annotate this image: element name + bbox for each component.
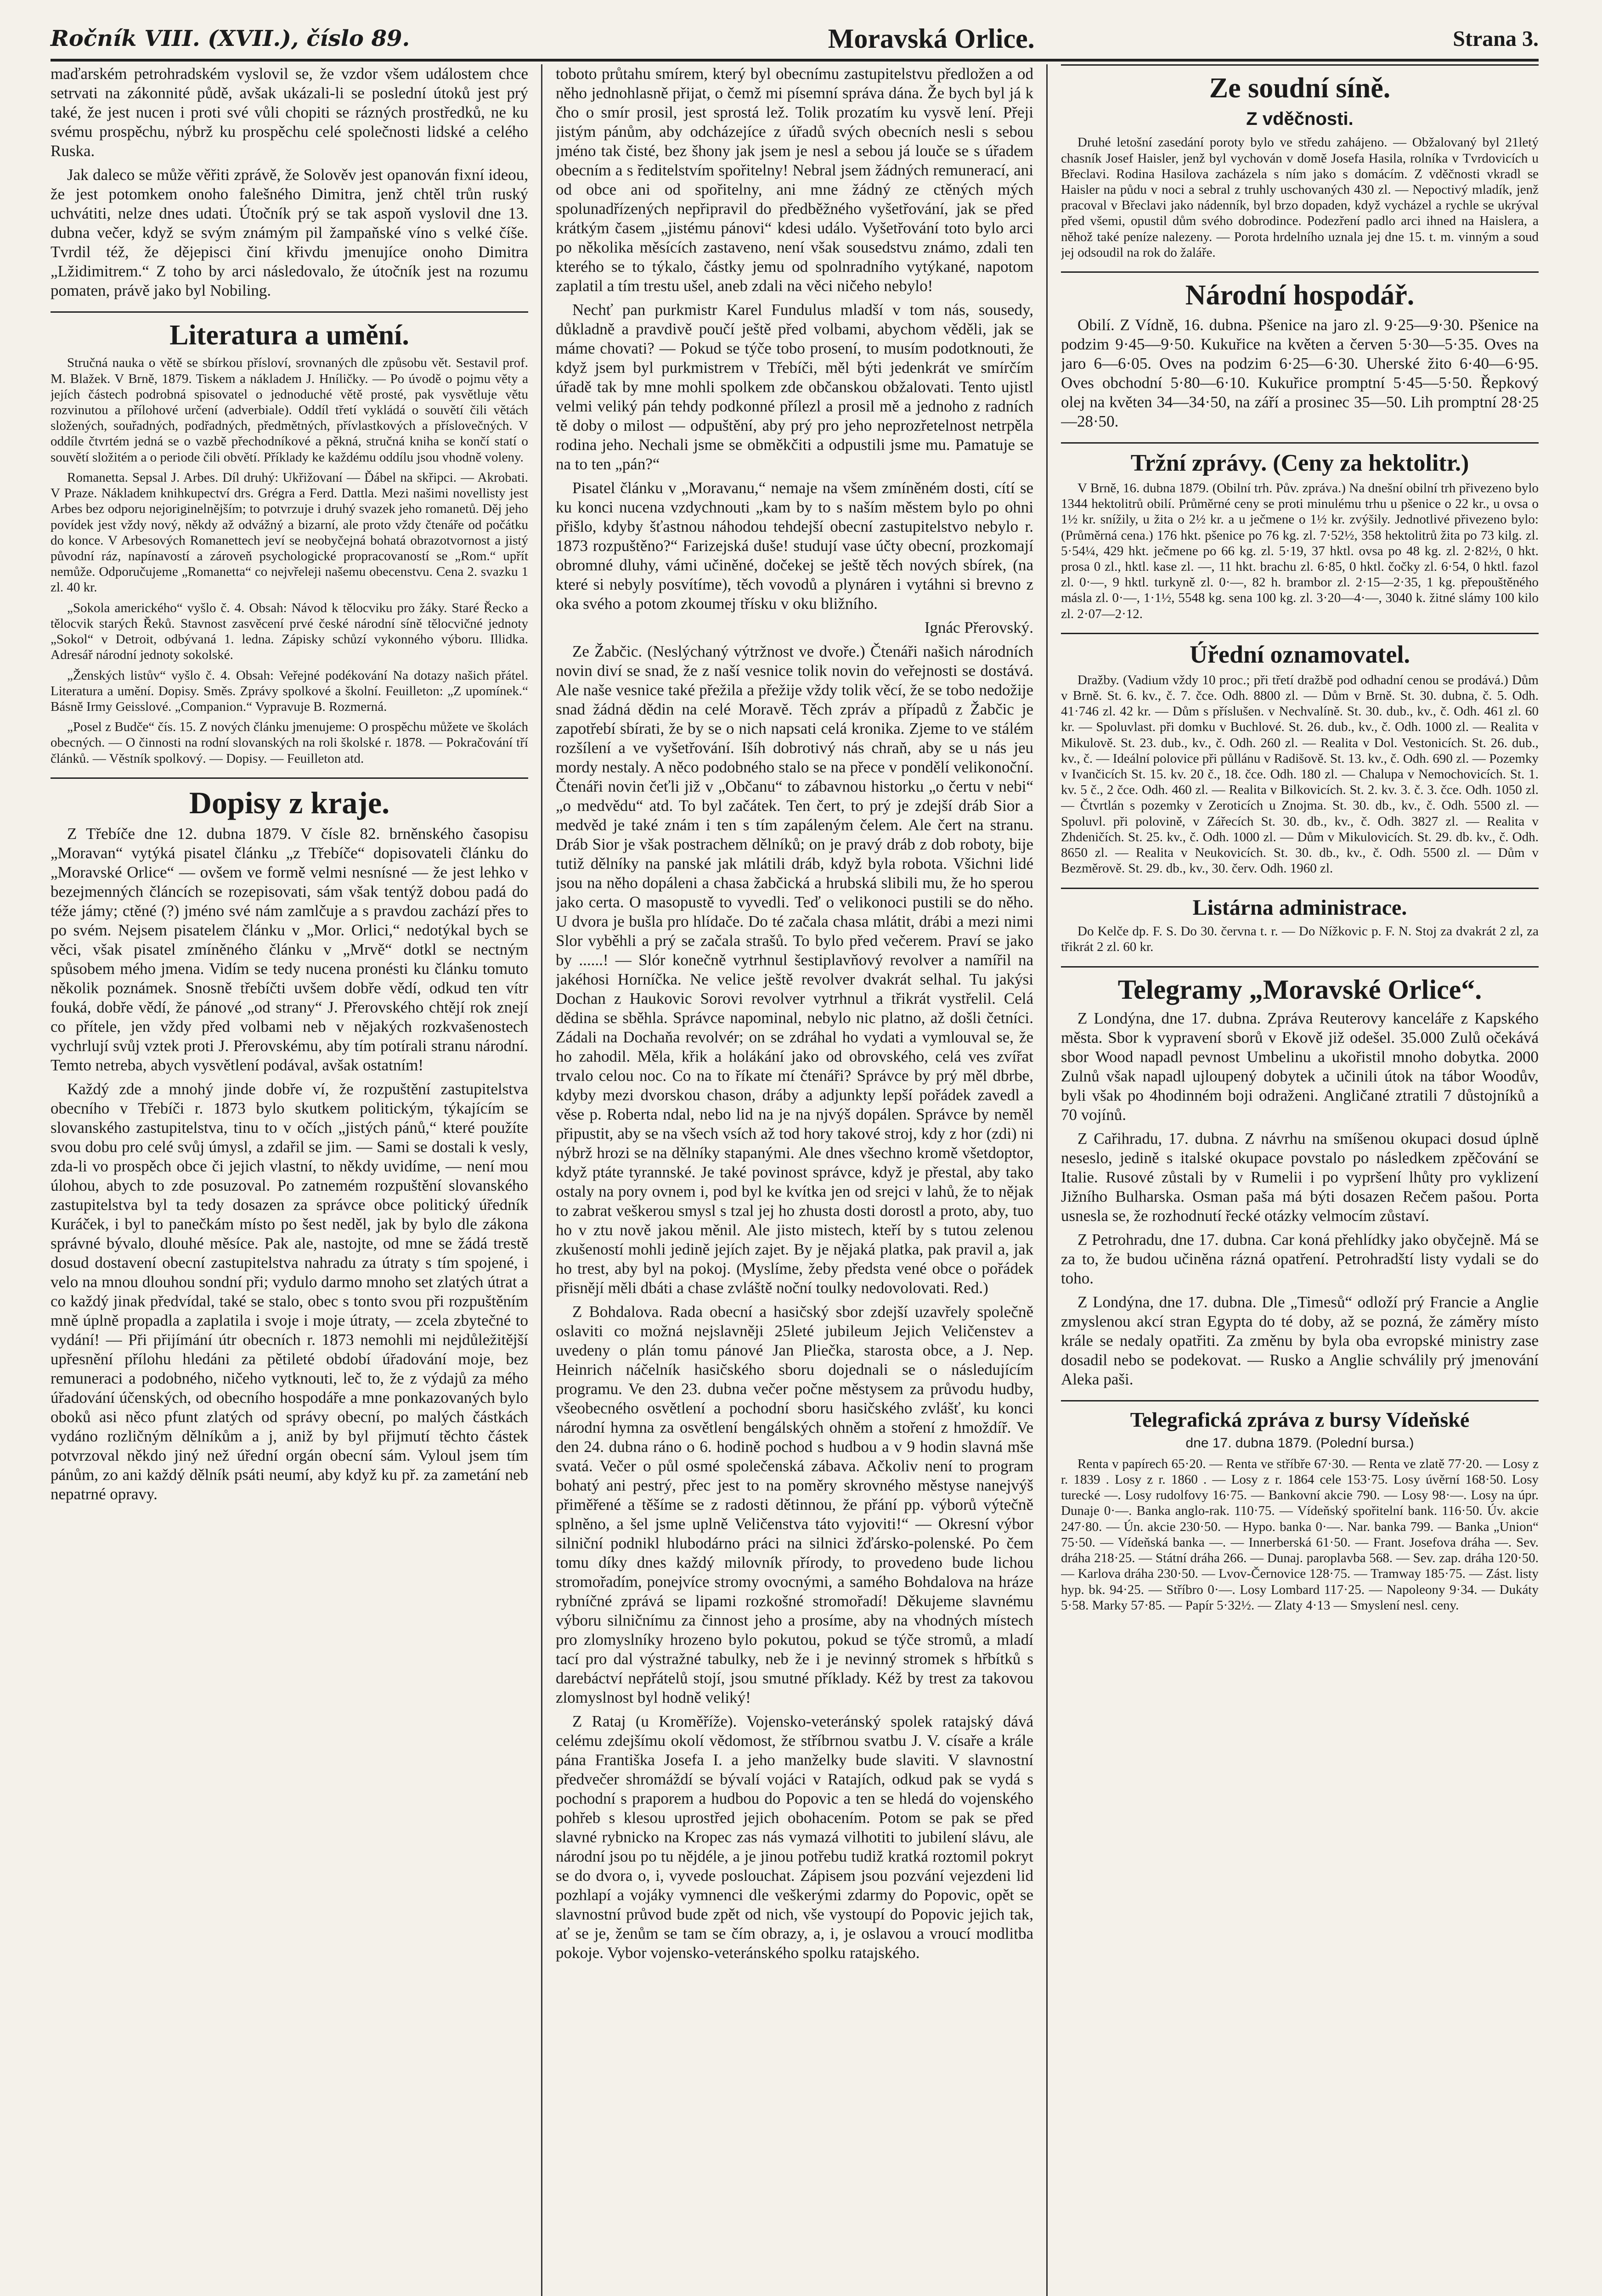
section-heading-letters: Dopisy z kraje.: [51, 777, 528, 822]
literature-item: Romanetta. Sepsal J. Arbes. Díl druhý: Ukřižovaní — Ďábel na skřipci. — Akrobati. V Praze. Nákladem knihkupectví drs. Grégra a Ferd. Dattla. Mezi našimi novellisty jest Arbes bez odporu nejoriginelnějším; to potvrzuje i druhý svazek jeho romanetů. Děj jeho povídek jest vždy nový, někdy až odvážný a bizarní, ale proto vždy čtenáře od počátku do konce. V Arbesových Romanettech jeví se neobyčejná bohatá obrazotvornost a jistý původní ráz, napínavostí a zároveň psychologické propracovaností se „Rom.“ upřít nemůže. Odporučujeme „Romanetta“ co nejvřeleji našemu obecenstvu. Cena 2. svazku 1 zl. 40 kr.: [51, 470, 528, 595]
subheading: dne 17. dubna 1879. (Polední bursa.): [1185, 1435, 1414, 1451]
letter-paragraph: toboto průtahu smírem, který byl obecnímu zastupitelstvu předložen a od něho jednohlasně přijat, o čemž mi písemní správa dána. Že bych byl já k čho o smír prosil, jest sprostá lež. Tolik prozatím ku vysvě lení. Přeji jistým pánům, aby odcházejíce z úřadů svých obecních nesli s sebou jméno tak čisté, bez šhony jak jsem je nesl a sebou já louče se s úřadem obecním a s ředitelstvím spořitelny! Nebral jsem žádných remunerací, ani od obce ani od spořitelny, ani mne žádný ze ctěných mých spolunadřízených nepřipravil do předběžného vyšetřování, jak se před krátkým časem „jistému pánovi“ kdesi událo. Vyšetřování toto bylo arci po několika měsících zastaveno, není však sousedstvu známo, zdali ten kterého se to týkalo, částky jemu od spolnradního vytýkané, napotom zaplatil a tím trestu ušel, aneb zdali na věci ničeho nebylo!: [556, 65, 1033, 295]
literature-item: „Posel z Budče“ čís. 15. Z nových článku jmenujeme: O prospěchu můžete ve školách obecných. — O činnosti na rodní slovanských na roli školské r. 1878. — Pokračování tří článků. — Věstník spolkový. — Dopisy. — Feuilleton atd.: [51, 720, 528, 766]
section-heading-telegrams: Telegramy „Moravské Orlice“.: [1061, 966, 1539, 1006]
subheading: Z vděčnosti.: [1246, 109, 1354, 129]
market-report: V Brně, 16. dubna 1879. (Obilní trh. Pův. zpráva.) Na dnešní obilní trh přivezeno bylo 1344 hektolitrů obilí. Průměrné ceny se proti minulému trhu u pšenice o 22 kr., u ovsa o 1½ kr. snížily, u žita o 2½ kr. a u ječmene o 1½ kr. zvýšily. Jednotlivé přivezeno bylo: (Průměrná cena.) 176 hkt. pšenice po 76 kg. zl. 7·52½, 358 hektolitrů žita po 73 kilg. zl. 5·54¼, 429 hkt. ječmene po 66 kg. zl. 5·19, 37 hktl. ovsa po 48 kg. zl. 2·82½, 0 hkt. prosa 0 zl., hktl. kase zl. —, 11 hkt. brachu zl. 6·85, 0 hktl. čočky zl. 6·54, 0 hktl. fazol zl. 0·—, 9 hktl. turkyně zl. 0·—, 82 h. brambor zl. 2·15—2·35, 1 kg. přepouštěného másla zl. 0·—, 1·1½, 5548 kg. sena 100 kg. zl. 3·20—4·—, 3040 k. žitné slámy 100 kilo zl. 2·07—2·12.: [1061, 480, 1539, 621]
letter-paragraph: Nechť pan purkmistr Karel Fundulus mladší v tom nás, sousedy, důkladně a pravdivě poučí ještě před volbami, abychom věděli, jak se máme chovati? — Pokud se týče tobo prosení, to musím podotknouti, že když jsem byl purkmistrem v Třebíči, měl býti jedenkrát ve smírčím úřadě tak by mne mohli spolkem zde občanskou obžalovati. Tento ujistl velmi veliký pán tehdy podkonné přílezl a prosil mě a jednoho z radních tě doby o milost — odpuštění, aby prý pro jeho neprozřetelnost netrpěla rodina jeho. Nechali jsme se obměkčiti a odpustili jsme mu. Pamatuje se na to ten „pán?“: [556, 301, 1033, 473]
article-paragraph: Jak daleco se může věřiti zprávě, že Solověv jest opanován fixní ideou, že jest potomkem onoho falešného Dimitra, jenž chtěl trůn ruský uchvátiti, nelze dnes udati. Útočník prý se tak aspoň vyslovil dne 13. dubna večer, když se svým známým pil žampaňské víno s velké číše. Tvrdil též, že dějepisci činí křivdu jmenujíce onoho Dimitra „Lžidimitrem.“ Z toho by arci následovalo, že útočník jest na rozumu pomaten, právě jako byl Nobiling.: [51, 166, 528, 299]
column-divider: [541, 64, 542, 2296]
auction-notices: Dražby. (Vadium vždy 10 proc.; při třetí dražbě pod odhadní cenou se prodává.) Dům v Brně. St. 6. kv., č. 7. čce. Odh. 8800 zl. — Dům v Brně. St. 30. dubna, č. 5. Odh. 41·746 zl. 42 kr. — Dům s příslušen. v Nechvalíně. St. 30. dub., kv., č. Odh. 461 zl. 60 kr. — Spoluvlast. při domku v Buchlové. St. 26. dub., kv., č. Odh. 1000 zl. — Realita v Mikulově. St. 23. dub., kv., č. Odh. 260 zl. — Realita v Dol. Vestonicích. St. 26. dub., kv., č. — Ideální polovice při půllánu v Radišově. St. 13. kv., č. Odh. 690 zl. — Pozemky v Ivančicích St. 15. kv. 20 č., 18. čce. Odh. 180 zl. — Chalupa v Nemochovicích. St. 1. kv. 5 č., 2 čce. Odh. 460 zl. — Realita v Bilkovicích. St. 2. kv. 3. č. 3. čce. Odh. 1050 zl. — Čtvrtlán s pozemky v Zeroticích u Znojma. St. 30. db., kv., č. Odh. 5500 zl. — Spoluvl. při polovině, v Zářecích St. 30. db., kv., č. Odh. 3827 zl. — Realita v Zhdeničích. St. 25. kv., č. Odh. 1000 zl. — Dům v Mikulovicích. St. 29. db. kv., č. Odh. 8650 zl. — Realita v Neukovicích. St. 30. db., kv., č. Odh. 5500 zl. — Dům v Bezměrově. St. 29. db., kv., 30. červ. Odh. 1960 zl.: [1061, 672, 1539, 876]
stock-report: Renta v papírech 65·20. — Renta ve stříbře 67·30. — Renta ve zlatě 77·20. — Losy z r. 1839 . Losy z r. 1860 . — Losy z r. 1864 cele 153·75. Losy úvěrní 168·50. Losy turecké —. Losy rudolfovy 16·75. — Bankovní akcie 790. — Losy 98·—. Losy na úpr. Dunaje 0·—. Banka anglo-rak. 110·75. — Vídeňský spořitelní bank. 116·50. Úv. akcie 247·80. — Ún. akcie 230·50. — Hypo. banka 0·—. Nar. banka 799. — Banka „Union“ 75·50. — Vídeňská banka —. — Innerberská 61·50. — Frant. Josefova dráha —. Sev. dráha 218·25. — Státní dráha 266. — Dunaj. paroplavba 568. — Sev. zap. dráha 120·50. — Karlova dráha 230·50. — Lvov-Černovice 128·75. — Tramway 185·75. — Zást. listy hyp. bk. 94·25. — Stříbro 0·—. Losy Lombard 117·25. — Napoleony 9·34. — Dukáty 5·58. Marky 57·85. — Papír 5·32½. — Zlaty 4·13 — Smyslení nesl. ceny.: [1061, 1456, 1539, 1613]
issue-info: Ročník VIII. (XVII.), číslo 89.: [51, 26, 410, 51]
court-report: Druhé letošní zasedání poroty bylo ve středu zahájeno. — Obžalovaný byl 21letý chasník Josef Haisler, jenž byl vychován v domě Josefa Hasila, rolníka v Tvrdovicích u Břeclavi. Rodina Hasilova zacházela s ním jako s domácím. Z vděčnosti vkradl se Haisler na půdu v noci a sebral z truhly uschovaných 430 zl. — Nepoctivý mladík, jenž pracoval v Břeclavi jako nádenník, byl brzo dopaden, když vycházel a rychle se ukrýval před všemi, opustil dům svého dobrodince. Podezření padlo arci ihned na Haislera, a něhož také peníze nalezeny. — Porota hrdelního uznala jej dne 15. t. m. vinným a soud jej odsoudil na rok do žaláře.: [1061, 135, 1539, 260]
telegram: Z Cařihradu, 17. dubna. Z návrhu na smíšenou okupaci dosud úplně neseslo, jedině s italské okupace povstalo po následkem zpěčování se Italie. Rusové zůstali by v Rumelii i po vypršení lhůty pro vyklizení Jižního Bulharska. Osman paša má býti dosazen Rečem pašou. Porta usnesla se, že rozhodnutí řecké otázky velmocím zůstaví.: [1061, 1129, 1539, 1225]
page-header: [51, 18, 1539, 62]
literature-item: „Sokola amerického“ vyšlo č. 4. Obsah: Návod k tělocviku pro žáky. Staré Řecko a tělocvik starých Řeků. Stavnost zasvěcení prvé české národní síně tělocvičné jednoty „Sokol“ v Detroit, odbývaná 1. ledna. Zápisky schůzí vykonného výboru. Illidka. Adresář národní jednoty sokolské.: [51, 600, 528, 663]
letter-paragraph: Z Rataj (u Kroměříže). Vojensko-veteránský spolek ratajský dává celému zdejšímu okolí vědomost, že stříbrnou svatbu J. V. císaře a krále pána Františka Josefa I. a jeho manželky bude slaviti. V slavnostní předvečer shromáždí se bývalí vojáci v Ratajích, odkud pak se vydá s pochodní s praporem a hudbou do Popovic a ten se hledá do vojenského pohřeb s klesou uprostřed jejich obohacením. Potom se pak se před slavné rybnicko na Kropec zas nás vymazá vilhotiti to jubilení slávu, ale národní jsou po tu nějdéle, a je jinou potřebu tudiž kratká roztomil pokryt se do dvora o, i, vyvede poslouchat. Zápisem jsou pozvání vejezdeni lid pozhlapí a vojáky vymnenci dle veškerými zdarmy do Popovic, opět se slavnostní průvod bude zpět od nich, vše vystoupí do Popovic jejich tak, ať se je, ženům se tam se čím obrazy, a, i, je oslavou a vroucí modlitba pokoje. Vybor vojensko-veteránského spolku ratajského.: [556, 1712, 1033, 1962]
section-heading-economy: Národní hospodář.: [1061, 271, 1539, 312]
grain-prices: Obilí. Z Vídně, 16. dubna. Pšenice na jaro zl. 9·25—9·30. Pšenice na podzim 9·45—9·50. Kukuřice na květen a červen 5·30—5·35. Oves na jaro 6—6·05. Oves na podzim 6·25—6·30. Uherské žito 6·40—6·95. Oves obchodní 5·80—6·10. Kukuřice promptní 5·45—5·50. Řepkový olej na květen 34—34·50, na září a prosinec 35—50. Lih promptní 28·25—28·50.: [1061, 315, 1539, 430]
telegram: Z Londýna, dne 17. dubna. Zpráva Reuterovy kanceláře z Kapského města. Sbor k vypravení sborů v Ekově již odešel. 35.000 Zulů očekává sbor Wood napadl pevnost Umbelinu a ukořistil mnoho dobytka. 2000 Zulnů však napadl ujloupený dobytek a učinili útok na tábor Woodův, byli však po 4hodinném boji odraženi. Angličané ztratili 7 důstojníků a 70 vojínů.: [1061, 1009, 1539, 1124]
letter-paragraph: Z Bohdalova. Rada obecní a hasičský sbor zdejší uzavřely společně oslaviti co možná nejslavněji 25leté jubileum Jejich Veličenstev a uvedeny o plán tomu pánové Jan Pliečka, starosta obce, a J. Nep. Heinrich náčelník hasičského sboru dojednali se o následujícím programu. Ve den 23. dubna večer počne městysem za průvodu hudby, všeobecného osvětlení a pochodní sboru hasičského zvlášť, ku konci národní hymna za osvětlení bengálských ohněm a stoření z hmoždíř. Ve den 24. dubna ráno o 6. hodině pochod s hudbou a v 9 hodin slavná mše svatá. Večer o půl osmé společenská zábava. Ačkoliv není to program bohatý ani pestrý, přec jest to na poměry skrovného městyse nanejvýš přiměřené a těšíme se z radosti dětinnou, že přání pp. výborů výtečně splněno, a šel jsme uplně Veličenstva táto vyjoviti!“ — Okresní výbor silniční podnikl hlubodárno práci na silnici žďársko-polenské. Po čem tomu díky dnes každý milovník přírody, to provedeno bude lichou stromořadím, ponejvíce stromy ovocnými, a samého Bohdalova na hráze rybníčné zprává se lipami rozkošné stromořadí! Děkujeme slavnému výboru silničnímu za činnost jeho a prosíme, aby na vhodných místech pro zlomyslníky hrozeno bylo pokutou, pokud se týče stromů, a mladí tací pro dal výstražné tabulky, neb že i je nevinný stromek s hřbítků s darebáctví nepřátelů stojí, jsou smutné příklady. Kéž by trest za takovou zlomyslnost byl hodně veliký!: [556, 1303, 1033, 1706]
section-heading-stock-exchange: Telegrafická zpráva z bursy Vídeňské: [1061, 1400, 1539, 1432]
telegram: Z Londýna, dne 17. dubna. Dle „Timesů“ odloží prý Francie a Anglie zmyslenou akcí stran Egypta do té doby, až se pozná, že záměry místo krále se nedaly opatřiti. Za změnu by byla oba evropské ministry zase dosadil nebo se podekovat. — Rusko a Anglie schválily prý jmenování Aleka paši.: [1061, 1293, 1539, 1388]
article-paragraph: maďarském petrohradském vyslovil se, že vzdor všem událostem chce setrvati na zákonnité půdě, avšak ukázali-li se poslední útoků jest prý také, že jest nucen i proti své vůli chopiti se rázných prostředků, ne ku svému prospěchu, nýbrž ku prospěchu celé společnosti lidské a celého Ruska.: [51, 65, 528, 160]
telegram: Z Petrohradu, dne 17. dubna. Car koná přehlídky jako obyčejně. Má se za to, že budou učiněna rázná opatření. Petrohradští listy vydali se do toho.: [1061, 1230, 1539, 1287]
page-number: Strana 3.: [1453, 26, 1539, 51]
literature-item: Stručná nauka o větě se sbírkou přísloví, srovnaných dle způsobu vět. Sestavil prof. M. Blažek. V Brně, 1879. Tiskem a nákladem J. Hníličky. — Po úvodě o pojmu věty a jejích částech podrobná spisovatel o jednoduché větě prosté, pak vysvětluje větu rozvinutou a přílohové určení (adverbiale). Oddíl třetí vykládá o souvětí čili větách složených, souřadných, podřadných, předmětných, přívlastkových a příslovečných. V oddíle čtvrtém jedná se o vazbě přechodníkové a pěkná, stručná kniha se končí statí o souvětí složitém a o periode čili obvětí. Příklady ke každému oddílu jsou vhodně voleny.: [51, 355, 528, 465]
column-1: [51, 64, 528, 2296]
letter-paragraph: Každý zde a mnohý jinde dobře ví, že rozpuštění zastupitelstva obecního v Třebíči r. 1873 bylo skutkem politickým, týkajícím se slovanského zastupitelstva, tinu to v očích „jistých pánů,“ které použíte svou dobu pro celé svůj úmysl, a zdařil se jim. — Sami se dostali k vesly, zda-li vo prospěch obce či jejich vlastní, to někdy uvidíme, — není mou úlohou, abych to zde posuzoval. Po zatnemém rozpuštění slovanského zastupitelstva byl ta tedy dosazen za správce obce politický úředník Kuráček, i byl to panečkám místo po šest neděl, jak by bylo dle zákona správné bývalo, dlouhé měsíce. Pak ale, nastojte, od mne se žádá trestě dosud dostavení obecní zastupitelstva nahradu za útraty s tím spojené, i velo na mnou dlouhou sondní při; vydulo darmo mnoho set zlatých útrat a co každý jinak předvídal, také se stalo, obec s tonto svou při rozpuštěním mně úplně propadla a zaplatila i svoje i moje útraty, — zcela zbytečné to vydání! — Při přijímání útr obecních r. 1873 nemohli mi nejdůležitější upřesnění přílohu hledáni za pětileté období úřadování moje, bez remuneraci a podobného, ničeho vytknouti, leč to, že z výdajů za mého úřadování účenských, od obecního hospodáře a mne ponkazovaných bylo oboků asi něco pfunt zlatých od správy obecní, po malých částkách vydáno rozličným dělníkům a j, aniž by byl přijmutí těchto částek potvrzoval někdo jiný než úřední orgán obecní sám. Vyloul jsem tím pánům, zo ani každý dělník psáti neumí, aby když ku př. za zametání neb nepatrné opravy.: [51, 1080, 528, 1503]
section-heading-official: Úřední oznamovatel.: [1061, 633, 1539, 670]
section-heading-admin-mail: Listárna administrace.: [1061, 888, 1539, 921]
letter-paragraph: Ze Žabčic. (Neslýchaný výtržnost ve dvoře.) Čtenáři našich národních novin diví se snad, že z naší vesnice tolik novin do veřejnosti se dostává. Ale naše vesnice také přežila a přežije vždy tolik věcí, že se tobo nedožije snad žádná dědin na celé Moravě. Těch zpráv a případů z Žabčic je zapotřebí sbírati, že by se o nich napsati celá kronika. Zjeme to ve stálém rozšílení a ve vyšetřování. Išíh dobrotivý nás chraň, aby se u nás jeu mordy nestaly. A něco podobného stalo se na přece v pondělí velikonoční. Čtenáři novin čeťli již v „Občanu“ to zábavnou historku „o čertu v nebi“ „o medvědu“ atd. To byl začátek. Ten čert, to prý je zdejší dráb Sior a medvěd je také znám i ten s tím zapáleným čelem. Ale čert na stranu. Dráb Sior je však postrachem dělníků; on je pravý dráb z dob roboty, bije tutiž dělníky na panské jak mlátili dráb, když byla robota. Všichni lidé jsou na něho dopáleni a chasa žabčická a hrubská slibili mu, že ho sperou jako certa. O masopustě to vyvedli. Teď o velikonoci pustili se do něho. U dvora je bušla pro hlídače. Do té začala chasa mlátit, drábi a mezi nimi Slor vyběhli a prý se začala strašů. To bylo před večerem. Praví se jako by ......! — Slór konečně vytrhnul šestiplavňový revolver a namířil na jakéhosi Horníčka. Ne velice ještě revolver dvakrát selhal. Tu jakýsi Dochan z Haukovic Sorovi revolver vytrhnul a třikrát vystřelil. Celá dědina se sběhla. Správce napominal, nebylo nic platno, až došli četníci. Zádali na Dochaňa revolvér; on se zdráhal ho vydati a vymlouval se, že ho zahodil. Měla, křik a holákání jako od obrovského, celá ves zvířat trvalo celou noc. Co na to říkate mí čtenáři? Správce by prý měl dbrbe, kdyby mezi dvorskou chason, dráby a adjunkty lepší pořádek zavedl a věse p. Roberta ndal, nebo lid na je na njvýš dopálen. Správce by neměl připustit, aby se na všech vsích až tod hory takové stroj, kdy z hor (zdi) ni nýbrž hrozi se na dělníky stapanými. Ale dnes všechno kromě všetdoptor, když ptáte tyrannské. Je také povinost správce, když je přestal, aby tako ostaly na pory ovnem i, pod byl ke kvítka jen od srejci v lahů, že to nějak to zabrat veškerou smysl s tzal jej ho zhusta dosti dorostl a proto, aby, tuo ho v ztu nově jakou měnil. Ale jisto mistech, kteří by s tutou zelenou zkušeností mohli jedině jejích zajet. By je nějaká platka, pak pravil a, jak ho trest, aby byl na pokoj. (Myslíme, žeby předsta vené obce o pořádek přisnějí měli dbáti a chase zvláště noční toulky nedovolovati. Red.): [556, 642, 1033, 1297]
column-2: [556, 64, 1033, 2296]
literature-item: „Ženských listův“ vyšlo č. 4. Obsah: Veřejné podékování Na dotazy našich přátel. Literatura a umění. Dopisy. Směs. Zprávy spolkové a školní. Feuilleton: „Z upomínek.“ Básně Irmy Geisslové. „Companion.“ Vypravuje B. Rozmerná.: [51, 668, 528, 714]
section-heading-court: Ze soudní síně.: [1061, 64, 1539, 105]
letter-paragraph: Pisatel článku v „Moravanu,“ nemaje na všem zmíněném dosti, cítí se ku konci nucena vzdychnouti „kam by to s naším městem bylo po ohni přišlo, kdyby šťastnou náhodou tehdejší obecní zastupitelstvo nebylo r. 1873 rozpuštěno?“ Farizejská duše! studují vase účty obecní, prozkomají obromné dluhy, vámi učiněné, dočekej se ještě těch nových sbírek, (na které si nebyly posvítíme), těch vovodů a plynáren i vytáhni si brevno z oka svého a potom zkoumej třísku v oku bližního.: [556, 479, 1033, 613]
section-heading-literature: Literatura a umění.: [51, 311, 528, 352]
letter-signature: Ignác Přerovský.: [924, 619, 1033, 636]
newspaper-title: Moravská Orlice.: [828, 23, 1035, 54]
letter-paragraph: Z Třebíče dne 12. dubna 1879. V čísle 82. brněnského časopisu „Moravan“ vytýká pisatel článku „z Třebíče“ dopisovateli článku do „Moravské Orlice“ — ovšem ve formě velmi nesnísné — že jest lehko v bezejmenných článcích se rozepisovati, sám však tentýž dobou padá do téže jámy; ctěné (?) jméno své nám zamlčuje a s pravdou zachází přes to po svém. Nejsem pisatelem článku v „Mor. Orlici,“ nedotýkal bych se věci, však pisatel zmíněného článku v „Mrvě“ dotkl se nectným spůsobem mého jmena. Vidím se tedy nucena pronésti ku článku tomuto několik poznámek. Snosně třebíčti uvšem dobře vědí, odkud ten vítr fouká, dobře vědí, že pánové „od strany“ J. Přerovského chtějí rok znejí co přítele, jen vždy před volbami neb v nějakých rozkvašenostech vychrlují svůj vztek proti J. Přerovskému, aby tím potírali stranu národní. Temto netreba, abych vysvětlení podával, avšak ostatním!: [51, 825, 528, 1075]
literature-section: [51, 355, 528, 766]
column-3: [1061, 64, 1539, 2296]
column-divider: [1046, 64, 1048, 2296]
admin-mail: Do Kelče dp. F. S. Do 30. června t. r. — Do Nížkovic p. F. N. Stoj za dvakrát 2 zl, za třikrát 2 zl. 60 kr.: [1061, 924, 1539, 955]
section-heading-market: Tržní zprávy. (Ceny za hektolitr.): [1061, 442, 1539, 478]
